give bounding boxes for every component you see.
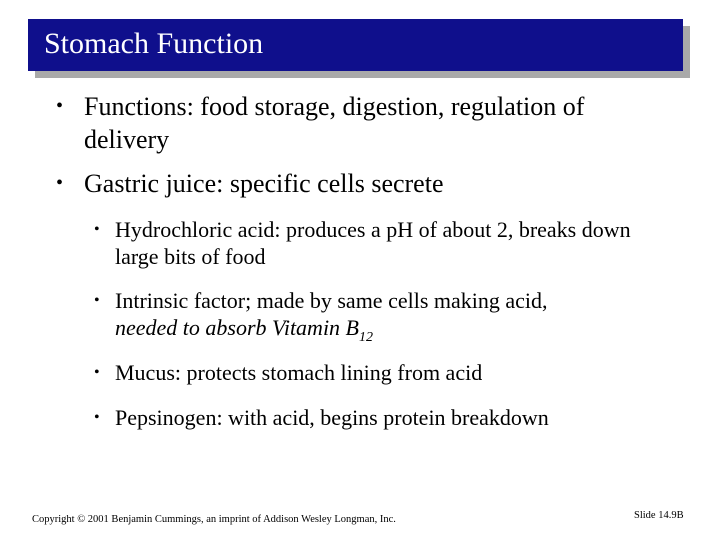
bullet-item xyxy=(56,90,676,156)
bullet-dot-icon: • xyxy=(56,95,64,117)
sub-bullet-item xyxy=(94,359,676,386)
sub-bullet-text xyxy=(115,287,676,345)
sub-bullet-text-plain: Intrinsic factor; made by same cells making acid, xyxy=(115,288,548,313)
copyright-text: Copyright © 2001 Benjamin Cummings, an imprint of Addison Wesley Longman, Inc. xyxy=(32,514,396,525)
sub-bullet-item xyxy=(94,404,694,431)
title-bar xyxy=(28,19,683,71)
slide-title: Stomach Function xyxy=(44,27,264,60)
sub-bullet-item xyxy=(94,216,676,270)
bullet-text: Gastric juice: specific cells secrete xyxy=(84,169,444,198)
sub-bullet-text: Mucus: protects stomach lining from acid xyxy=(115,360,483,385)
bullet-dot-icon: • xyxy=(56,172,64,194)
sub-bullet-text: Pepsinogen: with acid, begins protein breakdown xyxy=(115,405,549,430)
bullet-text: Functions: food storage, digestion, regulation of delivery xyxy=(84,92,585,154)
slide-number: Slide 14.9B xyxy=(634,510,684,521)
sub-bullet-text-italic: needed to absorb Vitamin B xyxy=(115,315,359,340)
bullet-item xyxy=(56,167,676,200)
subscript-text: 12 xyxy=(359,330,373,345)
sub-bullet-text: Hydrochloric acid: produces a pH of about 2, breaks down large bits of food xyxy=(115,217,631,269)
bullet-dot-icon: • xyxy=(94,221,100,238)
bullet-dot-icon: • xyxy=(94,364,100,381)
sub-bullet-item xyxy=(94,287,676,345)
bullet-dot-icon: • xyxy=(94,409,100,426)
bullet-dot-icon: • xyxy=(94,292,100,309)
